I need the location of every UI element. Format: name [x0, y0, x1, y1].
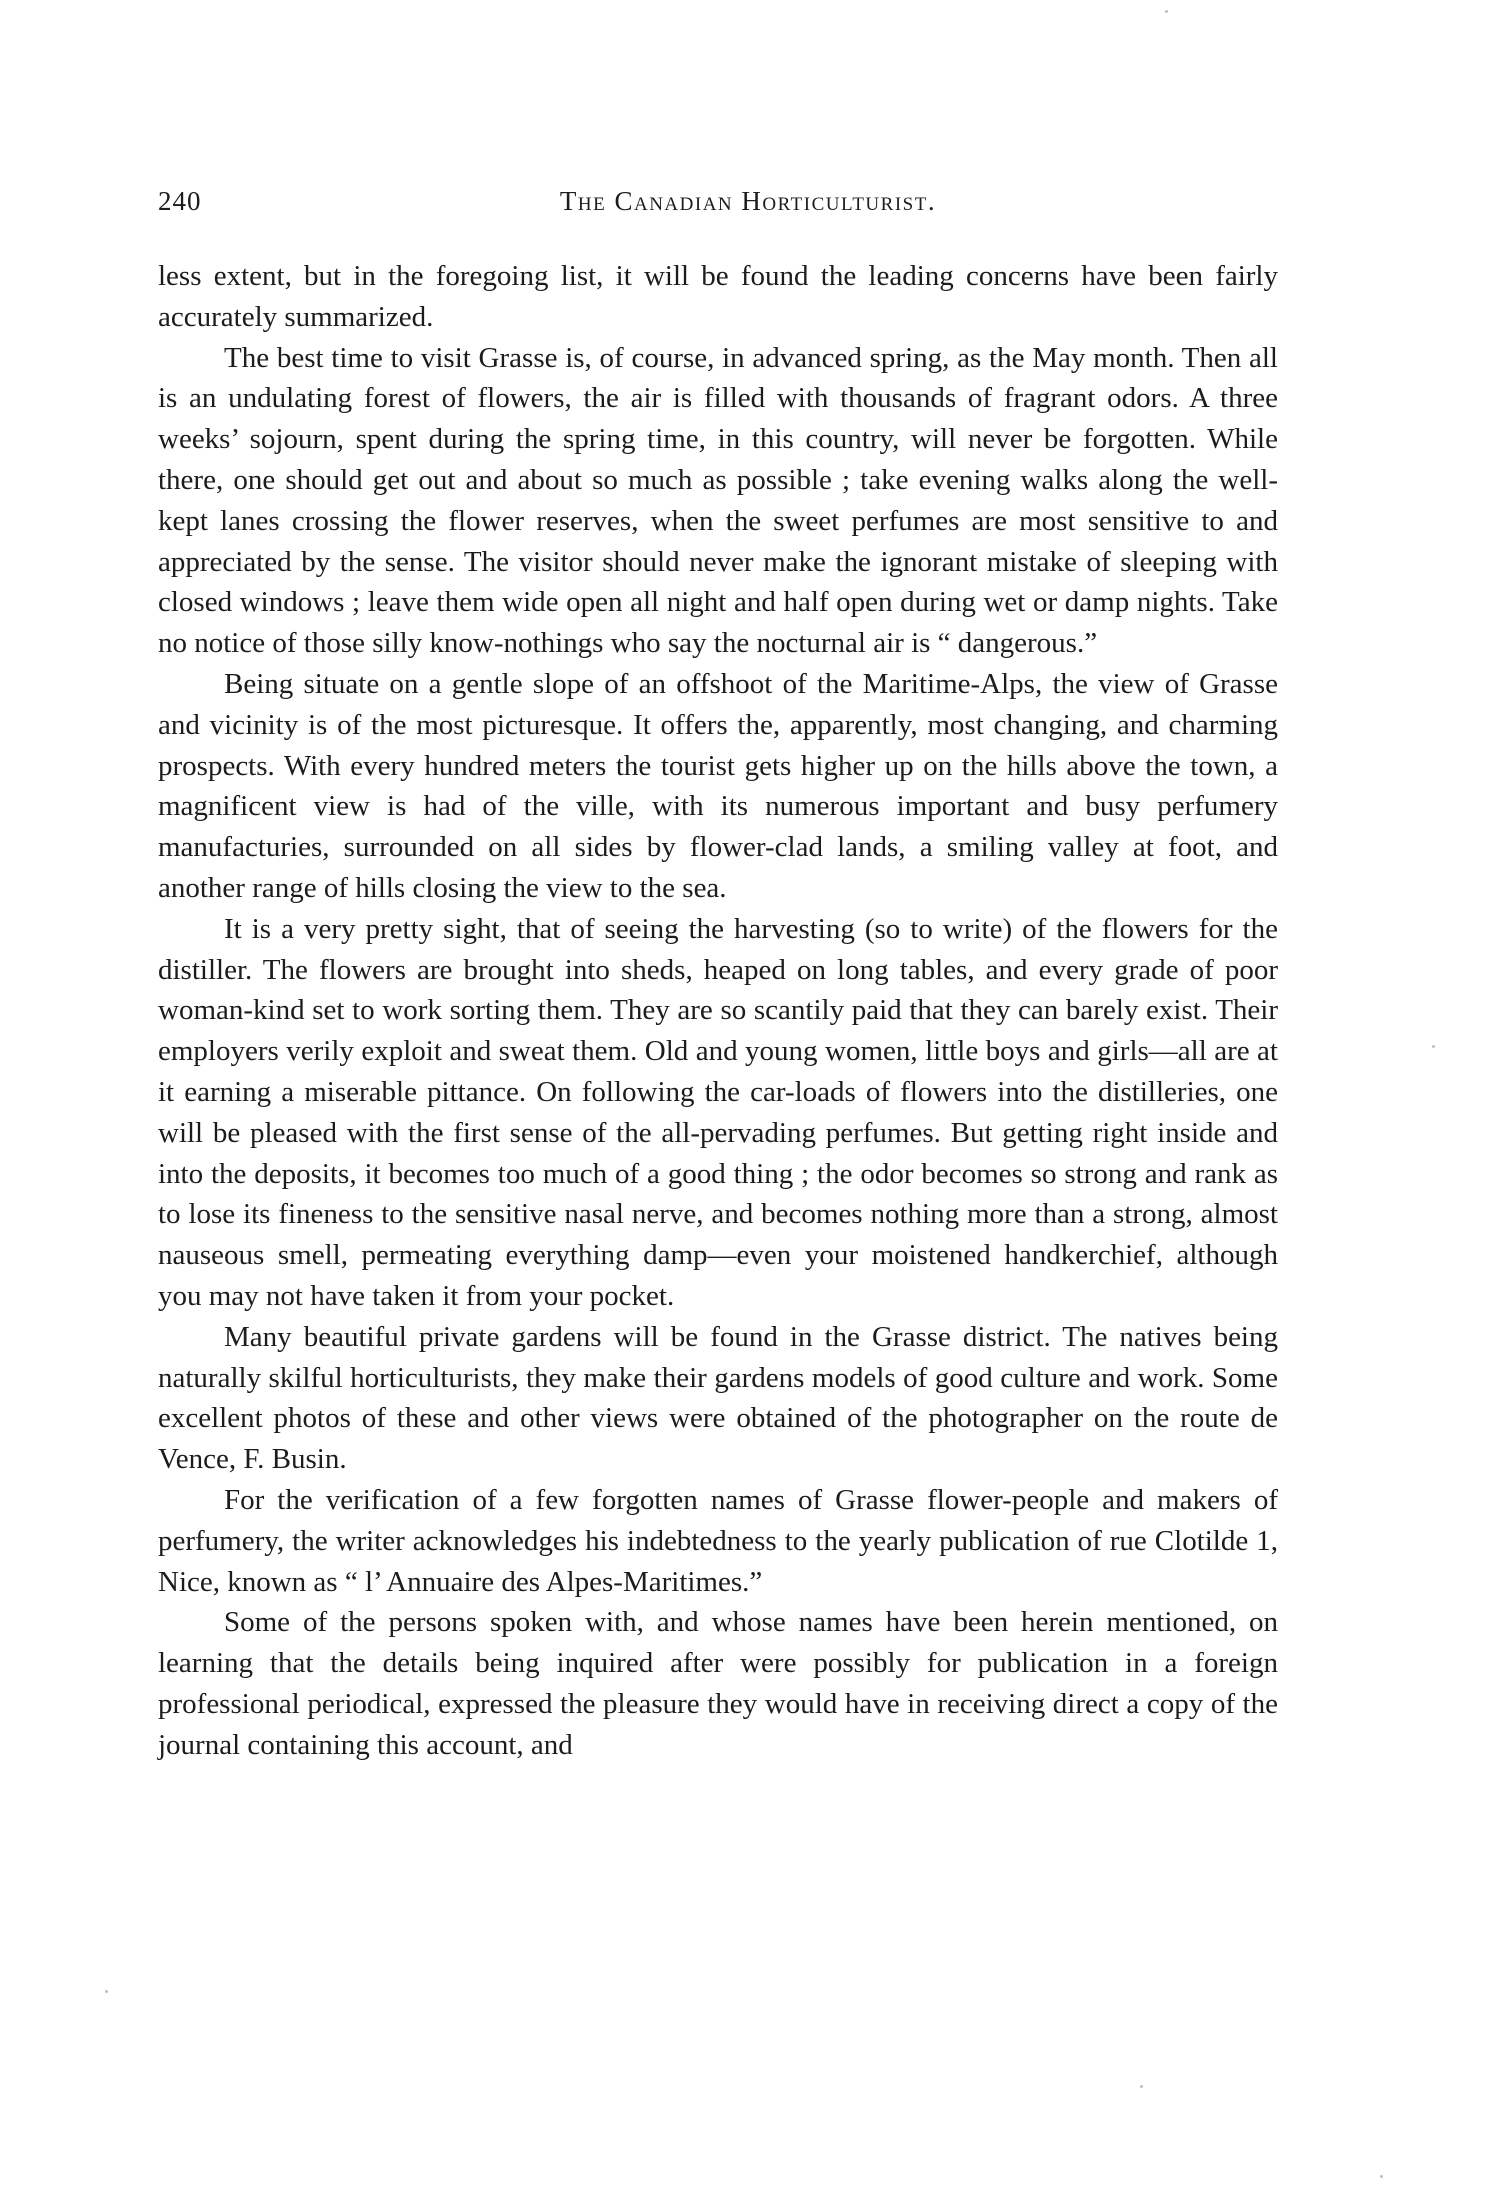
paragraph-6: For the verification of a few forgotten names of Grasse flower-people and makers of perfumery, the writer acknowledges his indebtedness to the yearly publication of rue Clotilde 1, Nice, known as “ l’ Annuaire des Alpes-Maritimes.”: [158, 1483, 1278, 1598]
paper-speck: [1432, 1045, 1435, 1048]
paragraph-3: Being situate on a gentle slope of an offshoot of the Maritime-Alps, the view of Grasse and vicinity is of the most picturesque. It offers the, apparently, most changing, and charming prospects. With every hundred meters the tourist gets higher up on the hills above the town, a magnificent view is had of the ville, with its numerous important and busy perfumery manufacturies, surrounded on all sides by flower-clad lands, a smiling valley at foot, and another range of hills closing the view to the sea.: [158, 667, 1278, 904]
paper-speck: [1380, 2175, 1383, 2178]
paragraph-4: It is a very pretty sight, that of seeing the harvesting (so to write) of the flowers for the distiller. The flowers are brought into sheds, heaped on long tables, and every grade of poor woman-kind set to work sorting them. They are so scantily paid that they can barely exist. Their employers verily exploit and sweat them. Old and young women, little boys and girls—all are at it earning a miserable pittance. On following the car-loads of flowers into the distilleries, one will be pleased with the first sense of the all-pervading perfumes. But getting right inside and into the deposits, it becomes too much of a good thing ; the odor becomes so strong and rank as to lose its fineness to the sensitive nasal nerve, and becomes nothing more than a strong, almost nauseous smell, permeating everything damp—even your moistened handkerchief, although you may not have taken it from your pocket.: [158, 912, 1278, 1312]
paper-speck: [1140, 2085, 1143, 2088]
paragraph-2: The best time to visit Grasse is, of course, in advanced spring, as the May month. Then all is an undulating forest of flowers, the air is filled with thousands of fragrant odors. A three weeks’ sojourn, spent during the spring time, in this country, will never be forgotten. While there, one should get out and about so much as possible ; take evening walks along the well-kept lanes crossing the flower reserves, when the sweet perfumes are most sensitive to and appreciated by the sense. The visitor should never make the ignorant mistake of sleeping with closed windows ; leave them wide open all night and half open during wet or damp nights. Take no notice of those silly know-nothings who say the nocturnal air is “ dangerous.”: [158, 341, 1278, 660]
page-header: [158, 186, 1278, 226]
article-body: [158, 256, 1278, 1765]
paper-speck: [105, 1990, 108, 1993]
paragraph-1: less extent, but in the foregoing list, it will be found the leading concerns have been fairly accurately summarized.: [158, 260, 1278, 333]
paragraph-5: Many beautiful private gardens will be found in the Grasse district. The natives being naturally skilful horticulturists, they make their gardens models of good culture and work. Some excellent photos of these and other views were obtained of the photographer on the route de Vence, F. Busin.: [158, 1320, 1278, 1476]
page-number: 240: [158, 186, 202, 216]
running-title: The Canadian Horticulturist.: [559, 186, 937, 216]
paragraph-7: Some of the persons spoken with, and whose names have been herein mentioned, on learning that the details being inquired after were possibly for publication in a foreign professional periodical, expressed the pleasure they would have in receiving direct a copy of the journal containing this account, and: [158, 1606, 1278, 1761]
paper-speck: [1165, 10, 1168, 13]
